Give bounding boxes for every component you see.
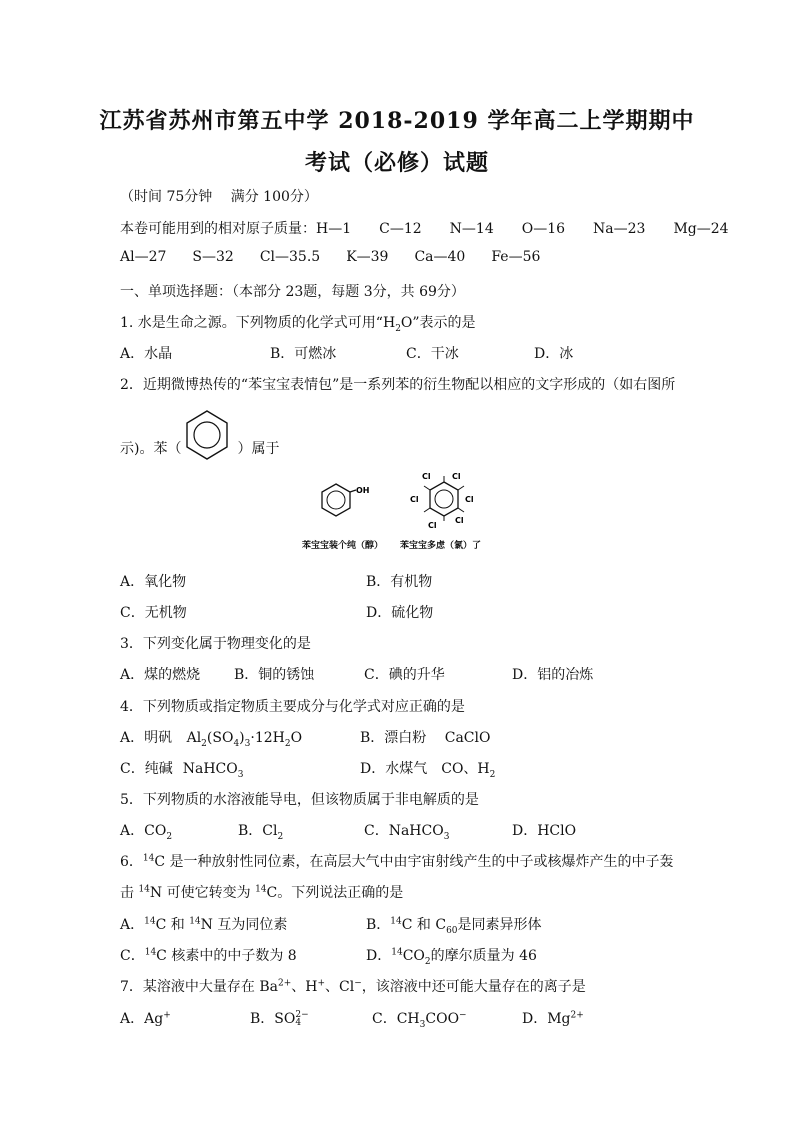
q2-option-c[interactable]: C．无机物	[120, 605, 187, 621]
q2-option-a[interactable]: A．氧化物	[120, 574, 187, 590]
cl-label: Cl	[455, 516, 464, 525]
hexachlorobenzene-structure-icon	[406, 468, 482, 530]
question-7-stem: 7．某溶液中大量存在 $Ba^{2+}$、H+、Cl−，该溶液中还可能大量存在的离子是	[120, 978, 586, 995]
cl-label: Cl	[422, 472, 431, 481]
q1-option-c[interactable]: C．干冰	[406, 346, 459, 362]
q7-option-a[interactable]: A．Ag+	[120, 1010, 171, 1027]
time-score: （时间 75分钟 满分 100分）	[120, 189, 318, 205]
q6-option-a[interactable]: A．$^{14}$C 和 $^{14}$N 互为同位素	[120, 916, 288, 933]
q1-option-a[interactable]: A．水晶	[120, 346, 173, 362]
q6-option-c[interactable]: C．$^{14}$C 核素中的中子数为 8	[120, 947, 297, 964]
q3-option-b[interactable]: B．铜的锈蚀	[234, 667, 315, 683]
q4-option-a[interactable]: A．明矾 $Al_2(SO_4)_3\cdot 12H_2O$	[120, 730, 303, 749]
question-2-stem-line1: 2．近期微博热传的“苯宝宝表情包”是一系列苯的衍生物配以相应的文字形成的（如右图所	[120, 377, 676, 393]
question-3-stem: 3．下列变化属于物理变化的是	[120, 636, 311, 652]
mass-item: H—1	[316, 221, 352, 237]
mass-item: Ca—40	[414, 249, 466, 265]
section-heading: 一、单项选择题：（本部分 23题，每题 3分，共 69分）	[120, 284, 465, 300]
q1-option-b[interactable]: B．可燃冰	[270, 346, 337, 362]
question-1-stem: 1. 水是生命之源。下列物质的化学式可用“$H_2O$”表示的是	[120, 315, 476, 334]
question-2-stem-line2: 示)。苯（ ）属于	[120, 441, 280, 457]
atomic-masses-row2	[120, 249, 540, 265]
mass-item: Mg—24	[673, 221, 729, 237]
q3-option-d[interactable]: D．铝的冶炼	[512, 667, 594, 683]
mass-item: K—39	[346, 249, 389, 265]
q5-option-b[interactable]: B．$Cl_2$	[238, 823, 284, 842]
figure-caption-right: 苯宝宝多虑（氯）了	[400, 541, 482, 551]
q7-option-c[interactable]: C．$CH_3COO^-$	[372, 1010, 467, 1030]
q5-option-d[interactable]: D．HClO	[512, 823, 577, 839]
mass-item: O—16	[521, 221, 566, 237]
mass-item: Fe—56	[491, 249, 541, 265]
masses-label: 本卷可能用到的相对原子质量：	[120, 221, 316, 237]
page-subtitle: 考试（必修）试题	[304, 150, 489, 176]
cl-label: Cl	[452, 472, 461, 481]
q6-option-d[interactable]: D．$^{14}CO_2$的摩尔质量为 46	[366, 947, 537, 967]
question-6-stem-line1: 6．$^{14}$C 是一种放射性同位素，在高层大气中由宇宙射线产生的中子或核爆炸产生的中子轰	[120, 853, 674, 870]
mass-item: S—32	[192, 249, 234, 265]
q7-option-b[interactable]: B．$SO^{2-}$ 4	[250, 1010, 309, 1029]
mass-item: N—14	[449, 221, 494, 237]
cl-label: Cl	[428, 521, 437, 530]
benzene-ring-icon	[182, 408, 232, 462]
q3-option-a[interactable]: A．煤的燃烧	[120, 667, 201, 683]
oh-label: OH	[356, 486, 370, 495]
cl-label: Cl	[465, 495, 474, 504]
q3-option-c[interactable]: C．碘的升华	[364, 667, 445, 683]
mass-item: C—12	[379, 221, 422, 237]
q2-option-d[interactable]: D．硫化物	[366, 605, 434, 621]
page-title: 江苏省苏州市第五中学 2018-2019 学年高二上学期期中	[99, 108, 695, 134]
q5-option-c[interactable]: C．NaHCO$_3$	[364, 823, 450, 842]
mass-item: Al—27	[120, 249, 167, 265]
q4-option-b[interactable]: B．漂白粉 CaClO	[360, 730, 491, 746]
q6-option-b[interactable]: B．$^{14}$C 和 $C_{60}$是同素异形体	[366, 916, 542, 936]
question-6-stem-line2: 击 $^{14}$N 可使它转变为 $^{14}$C。下列说法正确的是	[120, 884, 404, 901]
figure-caption-left: 苯宝宝装个纯（醇）	[302, 541, 384, 551]
atomic-masses-row1	[120, 218, 729, 238]
mass-item: Na—23	[593, 221, 646, 237]
question-4-stem: 4．下列物质或指定物质主要成分与化学式对应正确的是	[120, 699, 465, 715]
phenol-structure-icon	[318, 480, 374, 524]
q4-option-c[interactable]: C．纯碱 NaHCO$_3$	[120, 761, 244, 780]
q4-option-d[interactable]: D．水煤气 CO、$H_2$	[360, 761, 496, 780]
cl-label: Cl	[410, 495, 419, 504]
q7-option-d[interactable]: D．$Mg^{2+}$	[522, 1010, 584, 1027]
q5-option-a[interactable]: A．$CO_2$	[120, 823, 173, 842]
q1-option-d[interactable]: D．冰	[534, 346, 574, 362]
question-5-stem: 5．下列物质的水溶液能导电，但该物质属于非电解质的是	[120, 792, 479, 808]
q2-option-b[interactable]: B．有机物	[366, 574, 433, 590]
mass-item: Cl—35.5	[259, 249, 321, 265]
